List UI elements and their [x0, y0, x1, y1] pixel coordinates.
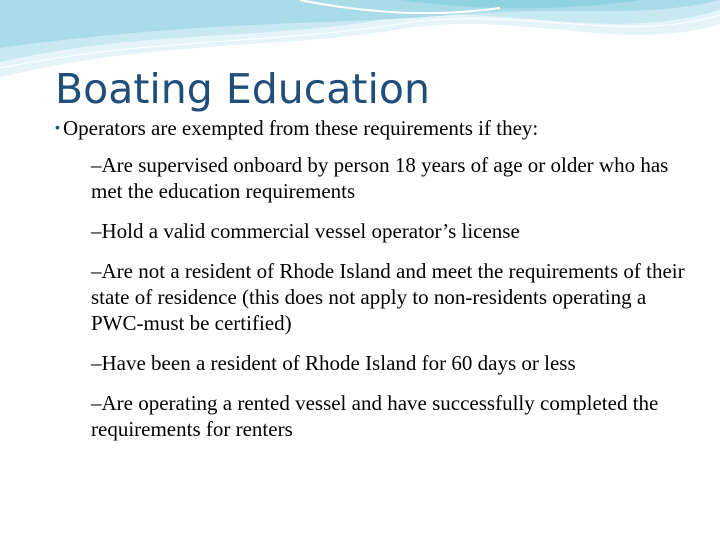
main-bullet-text: Operators are exempted from these requirements if they:	[63, 116, 539, 140]
list-item: –Hold a valid commercial vessel operator’s license	[91, 219, 520, 243]
bullet-dot-icon: •	[55, 119, 60, 135]
slide-title: Boating Education	[55, 65, 430, 113]
list-item: –Are not a resident of Rhode Island and meet the requirements of their state of residence (this does not apply to non-residents operating a PWC-must be certified)	[91, 259, 685, 335]
main-bullet	[55, 114, 695, 141]
exemption-list	[91, 152, 691, 456]
list-item: –Are operating a rented vessel and have successfully completed the requirements for renters	[91, 391, 659, 441]
list-item: –Are supervised onboard by person 18 years of age or older who has met the education requirements	[91, 153, 669, 203]
list-item: –Have been a resident of Rhode Island for 60 days or less	[91, 351, 576, 375]
